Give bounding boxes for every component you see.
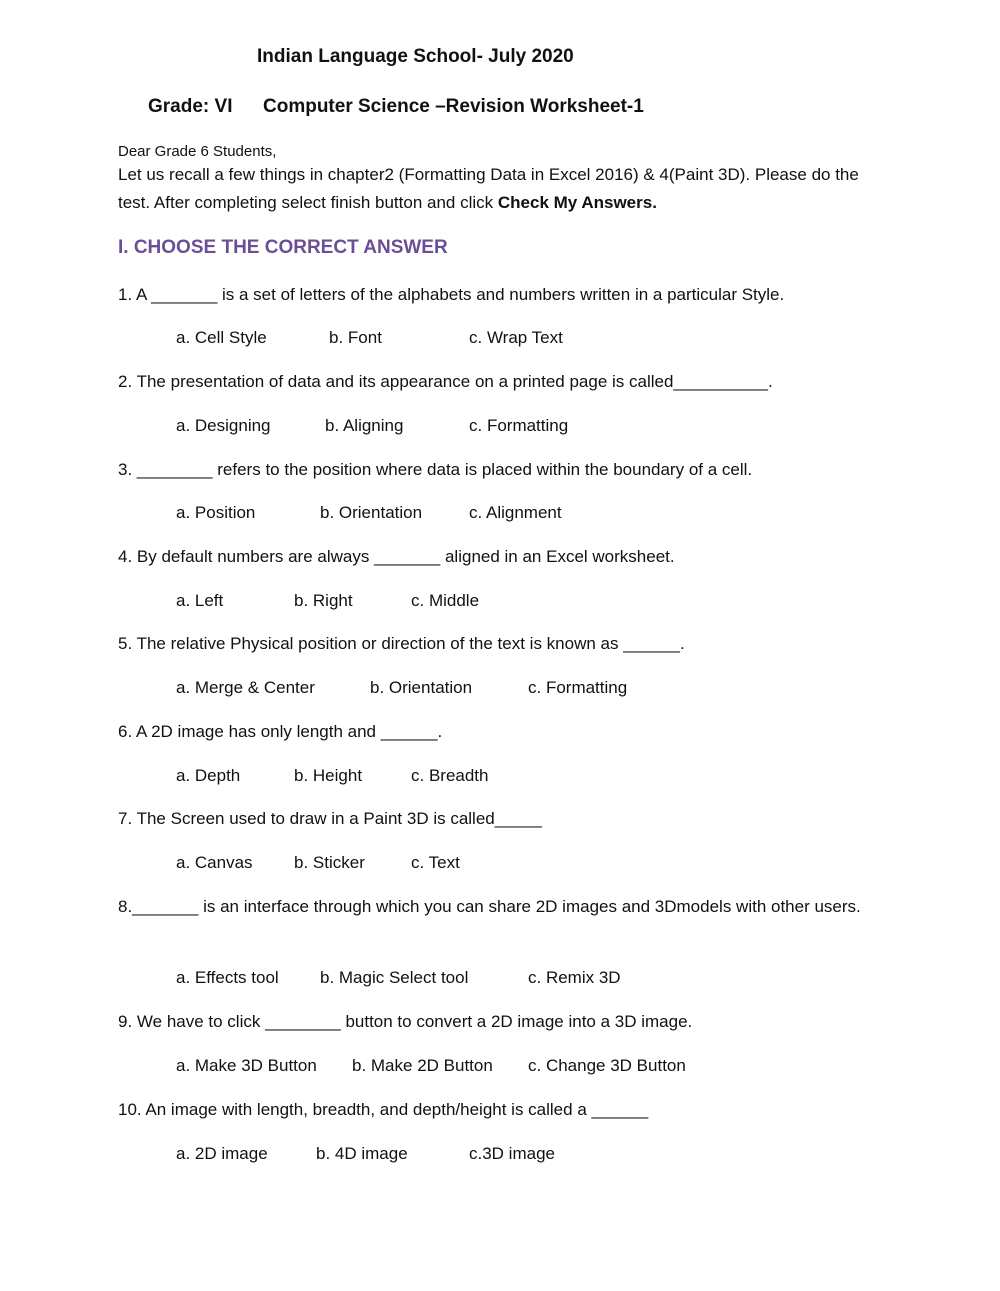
q1-option-b[interactable]: b. Font bbox=[329, 328, 382, 347]
q4-option-c[interactable]: c. Middle bbox=[411, 591, 480, 610]
greeting: Dear Grade 6 Students, bbox=[118, 143, 277, 160]
school-title: Indian Language School- July 2020 bbox=[257, 46, 574, 67]
q6-option-b[interactable]: b. Height bbox=[294, 766, 363, 785]
q9-option-b[interactable]: b. Make 2D Button bbox=[352, 1056, 493, 1075]
q9-option-c[interactable]: c. Change 3D Button bbox=[528, 1056, 686, 1075]
q1-option-c[interactable]: c. Wrap Text bbox=[469, 328, 563, 347]
q8-option-b[interactable]: b. Magic Select tool bbox=[320, 968, 469, 987]
grade-label: Grade: VI bbox=[148, 96, 233, 117]
question-4: 4. By default numbers are always _______ aligned in an Excel worksheet. bbox=[118, 547, 675, 566]
q7-option-c[interactable]: c. Text bbox=[411, 853, 460, 872]
q10-option-a[interactable]: a. 2D image bbox=[176, 1144, 268, 1163]
q6-option-a[interactable]: a. Depth bbox=[176, 766, 241, 785]
question-5: 5. The relative Physical position or direction of the text is known as ______. bbox=[118, 634, 685, 653]
q4-option-a[interactable]: a. Left bbox=[176, 591, 224, 610]
q10-option-c[interactable]: c.3D image bbox=[469, 1144, 555, 1163]
section-title: I. CHOOSE THE CORRECT ANSWER bbox=[118, 237, 448, 258]
q3-option-c[interactable]: c. Alignment bbox=[469, 503, 562, 522]
q10-option-b[interactable]: b. 4D image bbox=[316, 1144, 408, 1163]
intro-text: Let us recall a few things in chapter2 (Formatting Data in Excel 2016) & 4(Paint 3D). Please do the test. After completing select finish button and click bbox=[118, 165, 859, 212]
question-3: 3. ________ refers to the position where data is placed within the boundary of a cell. bbox=[118, 460, 753, 479]
q9-option-a[interactable]: a. Make 3D Button bbox=[176, 1056, 317, 1075]
q2-option-c[interactable]: c. Formatting bbox=[469, 416, 569, 435]
question-7: 7. The Screen used to draw in a Paint 3D is called_____ bbox=[118, 809, 543, 828]
q7-option-b[interactable]: b. Sticker bbox=[294, 853, 365, 872]
q5-option-b[interactable]: b. Orientation bbox=[370, 678, 473, 697]
question-6: 6. A 2D image has only length and ______. bbox=[118, 722, 443, 741]
question-2: 2. The presentation of data and its appearance on a printed page is called__________. bbox=[118, 372, 773, 391]
q3-option-b[interactable]: b. Orientation bbox=[320, 503, 423, 522]
question-8: 8._______ is an interface through which you can share 2D images and 3Dmodels with other users. bbox=[118, 897, 861, 916]
worksheet-title: Computer Science –Revision Worksheet-1 bbox=[263, 96, 644, 117]
intro-bold: Check My Answers. bbox=[497, 193, 657, 212]
q5-option-a[interactable]: a. Merge & Center bbox=[176, 678, 315, 697]
q6-option-c[interactable]: c. Breadth bbox=[411, 766, 489, 785]
q7-option-a[interactable]: a. Canvas bbox=[176, 853, 253, 872]
intro-paragraph bbox=[118, 161, 888, 217]
question-1: 1. A _______ is a set of letters of the alphabets and numbers written in a particular Style. bbox=[118, 285, 785, 304]
q1-option-a[interactable]: a. Cell Style bbox=[176, 328, 267, 347]
question-9: 9. We have to click ________ button to convert a 2D image into a 3D image. bbox=[118, 1012, 693, 1031]
q2-option-b[interactable]: b. Aligning bbox=[325, 416, 404, 435]
q2-option-a[interactable]: a. Designing bbox=[176, 416, 271, 435]
q3-option-a[interactable]: a. Position bbox=[176, 503, 256, 522]
q8-option-c[interactable]: c. Remix 3D bbox=[528, 968, 621, 987]
question-10: 10. An image with length, breadth, and depth/height is called a ______ bbox=[118, 1100, 649, 1119]
q5-option-c[interactable]: c. Formatting bbox=[528, 678, 628, 697]
q4-option-b[interactable]: b. Right bbox=[294, 591, 353, 610]
q8-option-a[interactable]: a. Effects tool bbox=[176, 968, 279, 987]
